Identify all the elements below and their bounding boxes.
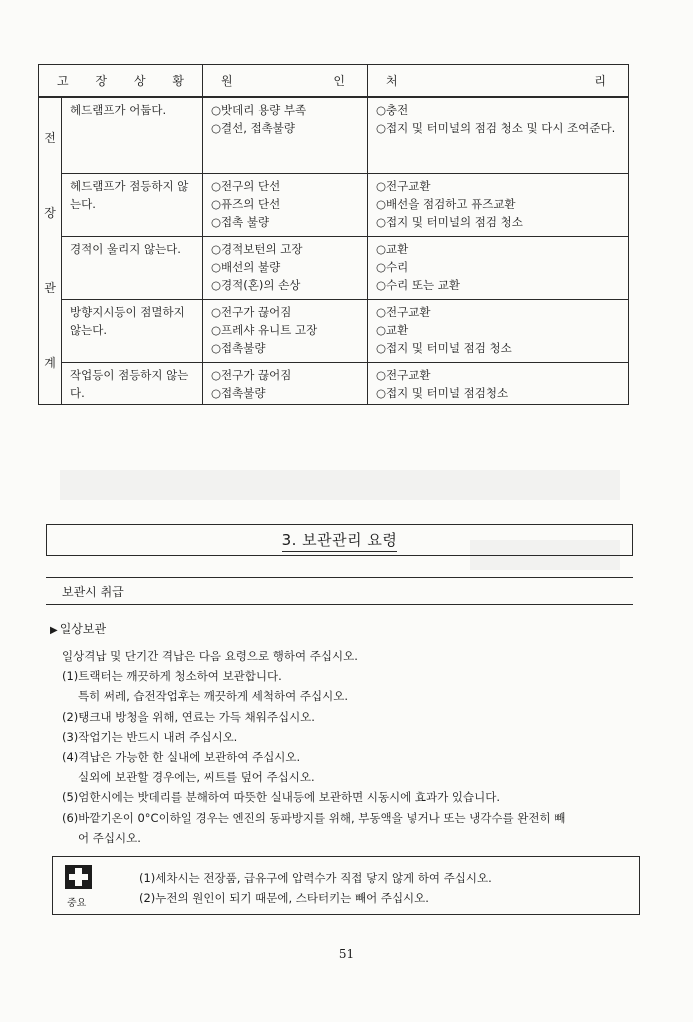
action-cell: ○전구교환 ○교환 ○접지 및 터미널 점검 청소 [368, 299, 629, 362]
divider [46, 577, 633, 578]
cross-icon [65, 865, 92, 889]
table-row [39, 236, 629, 299]
symptom-cell: 작업등이 점등하지 않는다. [62, 362, 203, 404]
side-label-electrical: 전 장 관 계 [39, 97, 62, 404]
table-row [39, 362, 629, 404]
symptom-cell: 경적이 울리지 않는다. [62, 236, 203, 299]
page-number: 51 [338, 947, 355, 961]
triangle-bullet-icon: ▶ [50, 625, 58, 636]
list-item: 특히 써레, 습전작업후는 깨끗하게 세척하여 주십시오. [78, 689, 348, 704]
header-action: 처 리 [368, 65, 629, 98]
cause-cell: ○밧데리 용량 부족 ○결선, 접촉불량 [203, 97, 368, 173]
list-item: (2)누전의 원인이 되기 때문에, 스타터키는 빼어 주십시오. [139, 891, 429, 905]
list-item: (4)격납은 가능한 한 실내에 보관하여 주십시오. [62, 750, 301, 765]
cause-cell: ○전구의 단선 ○퓨즈의 단선 ○접촉 불량 [203, 173, 368, 236]
list-item: 실외에 보관할 경우에는, 씨트를 덮어 주십시오. [78, 770, 315, 785]
list-item: (1)세차시는 전장품, 급유구에 압력수가 직접 닿지 않게 하여 주십시오. [139, 871, 492, 885]
cause-cell: ○전구가 끊어짐 ○접촉불량 [203, 362, 368, 404]
bullet-heading: ▶ 일상보관 [50, 622, 107, 636]
action-cell: ○충전 ○접지 및 터미널의 점검 청소 및 다시 조여준다. [368, 97, 629, 173]
section-title: 3. 보관관리 요령 [282, 529, 398, 552]
list-item: (2)탱크내 방청을 위해, 연료는 가득 채워주십시오. [62, 709, 315, 724]
list-item: (6)바깥기온이 0°C이하일 경우는 엔진의 동파방지를 위해, 부동액을 넣거나 또는 냉각수를 완전히 빼 [62, 810, 566, 825]
header-cause: 원 인 [203, 65, 368, 98]
storage-instructions [62, 646, 637, 848]
important-notice [52, 856, 640, 915]
cause-cell: ○전구가 끊어짐 ○프레샤 유니트 고장 ○접촉불량 [203, 299, 368, 362]
section-title-box [46, 524, 633, 556]
header-symptom: 고 장 상 황 [39, 65, 203, 98]
subsection-title: 보관시 취급 [62, 585, 124, 599]
table-row [39, 97, 629, 173]
list-item: (1)트랙터는 깨끗하게 청소하여 보관합니다. [62, 669, 282, 684]
action-cell: ○전구교환 ○배선을 점검하고 퓨즈교환 ○접지 및 터미널의 점검 청소 [368, 173, 629, 236]
scan-bleed-mark [60, 470, 620, 500]
action-cell: ○전구교환 ○접지 및 터미널 점검청소 [368, 362, 629, 404]
divider [46, 604, 633, 605]
list-item: (3)작업기는 반드시 내려 주십시오. [62, 729, 238, 744]
list-item: 어 주십시오. [78, 830, 141, 845]
symptom-cell: 방향지시등이 점멸하지 않는다. [62, 299, 203, 362]
table-row [39, 299, 629, 362]
intro-text: 일상격납 및 단기간 격납은 다음 요령으로 행하여 주십시오. [62, 649, 358, 663]
fault-table [38, 64, 629, 405]
symptom-cell: 헤드램프가 어둡다. [62, 97, 203, 173]
list-item: (5)엄한시에는 밧데리를 분해하여 따뜻한 실내등에 보관하면 시동시에 효과가 있습니다. [62, 790, 501, 805]
important-lines [139, 868, 492, 908]
cause-cell: ○경적보턴의 고장 ○배선의 불량 ○경적(혼)의 손상 [203, 236, 368, 299]
symptom-cell: 헤드램프가 점등하지 않는다. [62, 173, 203, 236]
table-row [39, 173, 629, 236]
important-label: 중요 [67, 898, 87, 909]
action-cell: ○교환 ○수리 ○수리 또는 교환 [368, 236, 629, 299]
